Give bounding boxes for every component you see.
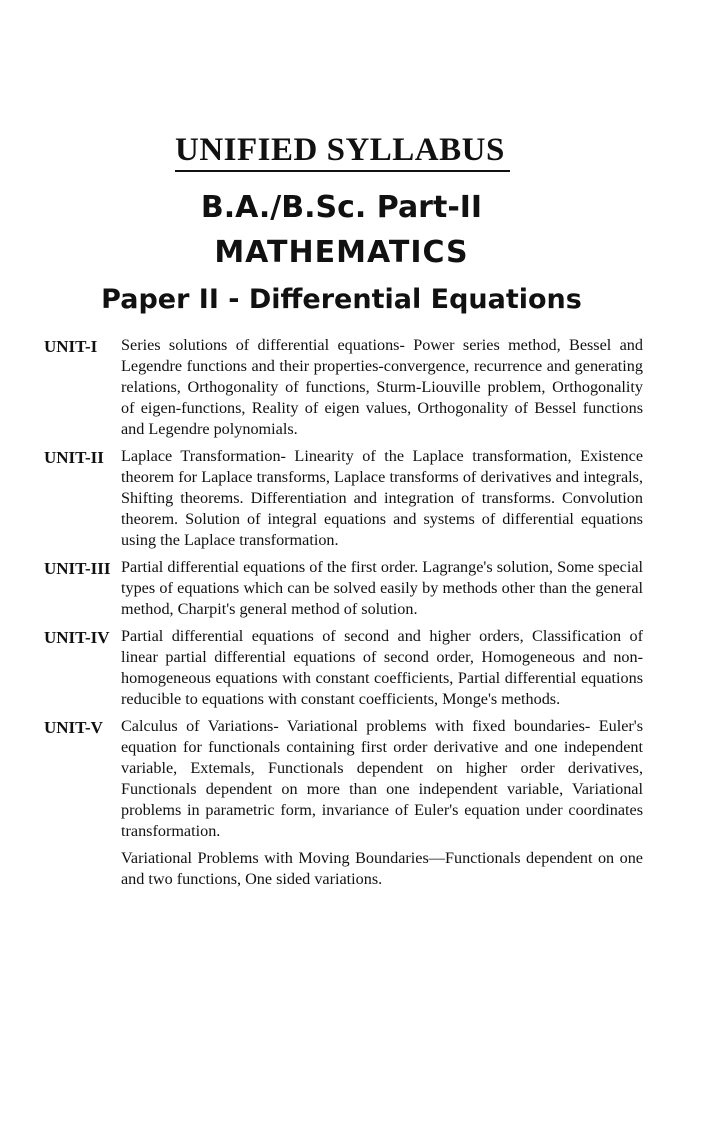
course-heading: B.A./B.Sc. Part-II xyxy=(200,190,483,225)
unit-5 xyxy=(0,716,711,890)
unit-paragraph: Calculus of Variations- Variational problems with fixed boundaries- Euler's equation for functionals containing first order derivative and one independent variable, Extemals, Functionals dependent on higher order derivatives, Functionals dependent on more than one independent variable, Variational problems in parametric form, invariance of Euler's equation under coordinates transformation. xyxy=(121,717,643,840)
unit-label: UNIT-IV xyxy=(44,628,110,647)
unit-description xyxy=(121,626,643,710)
unit-label: UNIT-V xyxy=(44,718,103,737)
paper-heading: Paper II - Differential Equations xyxy=(101,284,582,315)
unit-description xyxy=(121,335,643,440)
unit-paragraph: Laplace Transformation- Linearity of the Laplace transformation, Existence theorem for Laplace transforms, Laplace transforms of derivatives and integrals, Shifting theorems. Differentiation and integration of transforms. Convolution theorem. Solution of integral equations and systems of differential equations using the Laplace transformation. xyxy=(121,447,643,549)
title-underline xyxy=(175,170,510,172)
unit-description xyxy=(121,557,643,620)
page-title: UNIFIED SYLLABUS xyxy=(175,132,505,168)
unit-2 xyxy=(0,446,711,551)
unit-label: UNIT-III xyxy=(44,559,111,578)
unit-description xyxy=(121,446,643,551)
unit-paragraph: Series solutions of differential equations- Power series method, Bessel and Legendre functions and their properties-convergence, recurrence and generating relations, Orthogonality of functions, Sturm-Liouville problem, Orthogonality of eigen-functions, Reality of eigen values, Orthogonality of Bessel functions and Legendre polynomials. xyxy=(121,336,643,438)
unit-paragraph: Partial differential equations of the first order. Lagrange's solution, Some special types of equations which can be solved easily by methods other than the general method, Charpit's general method of solution. xyxy=(121,558,643,618)
unit-label: UNIT-I xyxy=(44,337,98,356)
unit-1 xyxy=(0,335,711,440)
units-list xyxy=(0,335,711,896)
unit-paragraph: Variational Problems with Moving Boundaries—Functionals dependent on one and two functions, One sided variations. xyxy=(121,849,643,888)
unit-3 xyxy=(0,557,711,620)
unit-description xyxy=(121,716,643,890)
unit-4 xyxy=(0,626,711,710)
unit-paragraph: Partial differential equations of second and higher orders, Classification of linear partial differential equations of second order, Homogeneous and non-homogeneous equations with constant coefficients, Partial differential equations reducible to equations with constant coefficients, Monge's methods. xyxy=(121,627,643,708)
unit-label: UNIT-II xyxy=(44,448,104,467)
subject-heading: MATHEMATICS xyxy=(214,235,469,270)
